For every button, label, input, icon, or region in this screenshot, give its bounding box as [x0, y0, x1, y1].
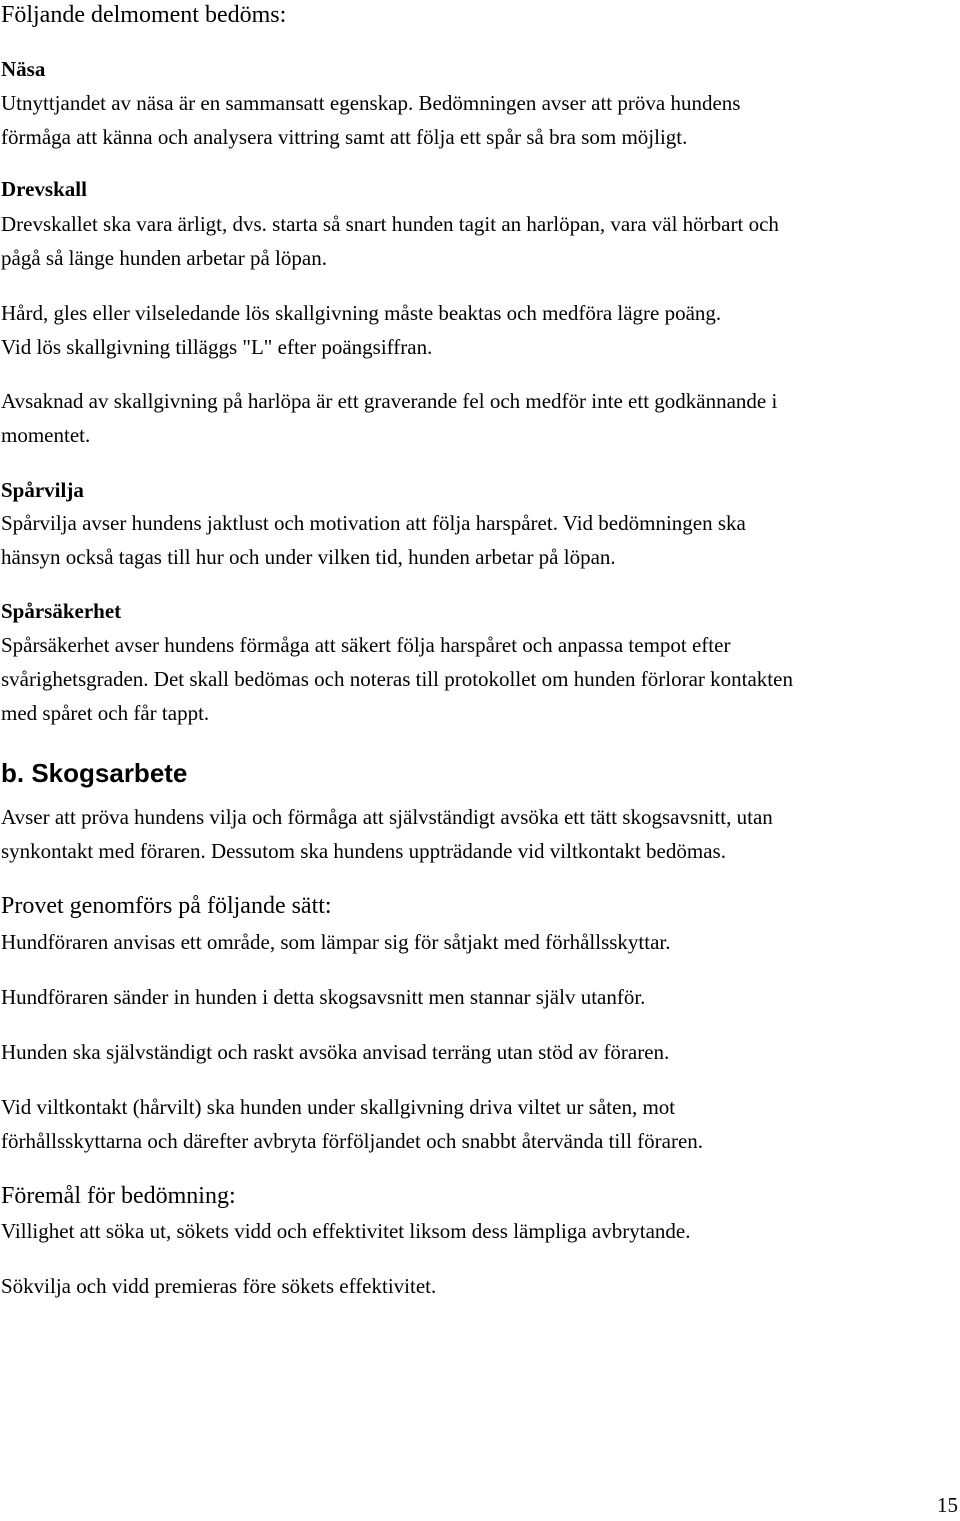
sparsakerhet-line: med spåret och får tappt.: [1, 701, 210, 725]
drevskall-line: Avsaknad av skallgivning på harlöpa är ett graverande fel och medför inte ett godkännande i: [1, 389, 778, 413]
foremal-paragraph-2: Sökvilja och vidd premieras före sökets effektivitet.: [1, 1274, 437, 1298]
provet-heading: Provet genomförs på följande sätt:: [1, 893, 332, 919]
nasa-line: förmåga att känna och analysera vittring samt att följa ett spår så bra som möjligt.: [1, 125, 688, 149]
skogsarbete-heading: b. Skogsarbete: [1, 758, 188, 788]
sparsakerhet-heading: Spårsäkerhet: [1, 599, 122, 623]
sparvilja-paragraph: [1, 506, 959, 574]
provet-paragraph-2: Hundföraren sänder in hunden i detta skogsavsnitt men stannar själv utanför.: [1, 985, 646, 1009]
skogsarbete-paragraph: [1, 800, 959, 868]
sparvilja-line: Spårvilja avser hundens jaktlust och motivation att följa harspåret. Vid bedömningen ska: [1, 511, 746, 535]
page-number: 15: [937, 1493, 958, 1517]
foremal-heading: Föremål för bedömning:: [1, 1183, 236, 1209]
foremal-paragraph-1: Villighet att söka ut, sökets vidd och effektivitet liksom dess lämpliga avbrytande.: [1, 1219, 691, 1243]
sparvilja-line: hänsyn också tagas till hur och under vilken tid, hunden arbetar på löpan.: [1, 545, 616, 569]
skogsarbete-line: synkontakt med föraren. Dessutom ska hundens uppträdande vid viltkontakt bedömas.: [1, 839, 726, 863]
drevskall-paragraph-3: [1, 384, 959, 452]
nasa-line: Utnyttjandet av näsa är en sammansatt egenskap. Bedömningen avser att pröva hundens: [1, 91, 741, 115]
sparsakerhet-paragraph: [1, 628, 959, 730]
drevskall-heading: Drevskall: [1, 177, 87, 201]
nasa-heading: Näsa: [1, 57, 46, 81]
drevskall-line: pågå så länge hunden arbetar på löpan.: [1, 246, 327, 270]
drevskall-line: Vid lös skallgivning tilläggs "L" efter poängsiffran.: [1, 335, 433, 359]
skogsarbete-line: Avser att pröva hundens vilja och förmåga att självständigt avsöka ett tätt skogsavsnitt, utan: [1, 805, 773, 829]
provet-paragraph-3: Hunden ska självständigt och raskt avsöka anvisad terräng utan stöd av föraren.: [1, 1040, 670, 1064]
intro-heading: Följande delmoment bedöms:: [1, 2, 287, 28]
provet-paragraph-4: [1, 1090, 959, 1158]
provet-line: förhållsskyttarna och därefter avbryta förföljandet och snabbt återvända till föraren.: [1, 1129, 704, 1153]
drevskall-line: momentet.: [1, 423, 91, 447]
provet-paragraph-1: Hundföraren anvisas ett område, som lämpar sig för såtjakt med förhållsskyttar.: [1, 930, 671, 954]
sparsakerhet-line: Spårsäkerhet avser hundens förmåga att säkert följa harspåret och anpassa tempot efter: [1, 633, 731, 657]
sparsakerhet-line: svårighetsgraden. Det skall bedömas och noteras till protokollet om hunden förlorar kontakten: [1, 667, 793, 691]
drevskall-line: Drevskallet ska vara ärligt, dvs. starta så snart hunden tagit an harlöpan, vara väl hörbart och: [1, 212, 779, 236]
drevskall-paragraph-1: [1, 207, 959, 275]
provet-line: Vid viltkontakt (hårvilt) ska hunden under skallgivning driva viltet ur såten, mot: [1, 1095, 676, 1119]
sparvilja-heading: Spårvilja: [1, 478, 84, 502]
drevskall-line: Hård, gles eller vilseledande lös skallgivning måste beaktas och medföra lägre poäng.: [1, 301, 722, 325]
drevskall-paragraph-2: [1, 296, 959, 364]
nasa-paragraph: [1, 86, 959, 154]
